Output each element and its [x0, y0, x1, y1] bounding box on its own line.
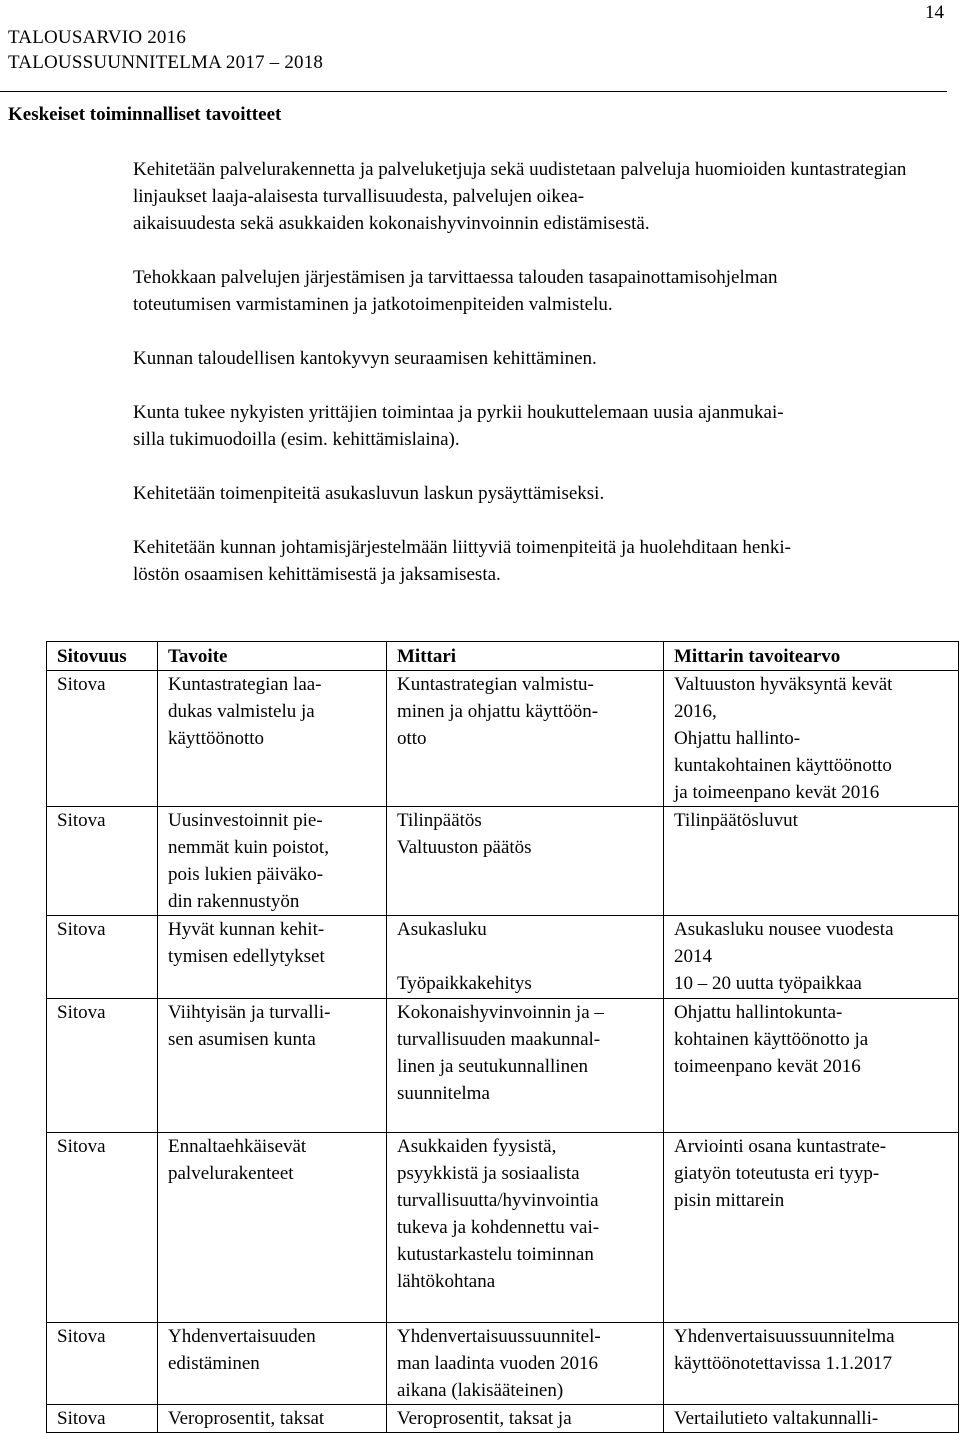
- paragraph: Kehitetään kunnan johtamisjärjestelmään liittyviä toimenpiteitä ja huolehditaan henki- löstön osaamisen kehittämisestä ja jaksamisesta.: [133, 537, 791, 585]
- column-header-sitovuus: Sitovuus: [47, 642, 158, 671]
- cell-mittari: Veroprosentit, taksat ja: [387, 1405, 664, 1433]
- paragraph: Kunnan taloudellisen kantokyvyn seuraamisen kehittäminen.: [133, 348, 597, 369]
- paragraph: Tehokkaan palvelujen järjestämisen ja tarvittaessa talouden tasapainottamisohjelman toteutumisen varmistaminen ja jatkotoimenpiteiden valmistelu.: [133, 267, 778, 315]
- cell-tavoite: Ennaltaehkäisevät palvelurakenteet: [158, 1133, 387, 1323]
- cell-tavoite: Kuntastrategian laa- dukas valmistelu ja käyttöönotto: [158, 671, 387, 807]
- cell-tavoitearvo: Vertailutieto valtakunnalli-: [664, 1405, 959, 1433]
- column-header-tavoitearvo: Mittarin tavoitearvo: [664, 642, 959, 671]
- column-header-mittari: Mittari: [387, 642, 664, 671]
- cell-tavoitearvo: Asukasluku nousee vuodesta 2014 10 – 20 uutta työpaikkaa: [664, 916, 959, 999]
- table-row: [47, 807, 959, 916]
- table-row: [47, 999, 959, 1133]
- table-row: [47, 671, 959, 807]
- page-number: 14: [925, 2, 944, 23]
- cell-tavoite: Veroprosentit, taksat: [158, 1405, 387, 1433]
- document-subtitle: TALOUSSUUNNITELMA 2017 – 2018: [8, 52, 324, 73]
- cell-tavoite: Yhdenvertaisuuden edistäminen: [158, 1323, 387, 1405]
- section-heading: Keskeiset toiminnalliset tavoitteet: [8, 104, 282, 125]
- cell-tavoite: Hyvät kunnan kehit- tymisen edellytykset: [158, 916, 387, 999]
- cell-tavoitearvo: Arviointi osana kuntastrate- giatyön toteutusta eri tyyp- pisin mittarein: [664, 1133, 959, 1323]
- header-divider: [0, 91, 947, 92]
- column-header-tavoite: Tavoite: [158, 642, 387, 671]
- cell-sitovuus: Sitova: [47, 999, 158, 1133]
- table-row: [47, 916, 959, 999]
- cell-tavoitearvo: Ohjattu hallintokunta- kohtainen käyttöönotto ja toimeenpano kevät 2016: [664, 999, 959, 1133]
- paragraph: Kehitetään palvelurakennetta ja palveluketjuja sekä uudistetaan palveluja huomioiden kuntastrategian linjaukset laaja-alaisesta turvallisuudesta, palvelujen oikea- aikaisuudesta sekä asukkaiden kokonaishyvinvoinnin edistämisestä.: [133, 159, 907, 234]
- cell-sitovuus: Sitova: [47, 1405, 158, 1433]
- cell-sitovuus: Sitova: [47, 671, 158, 807]
- cell-tavoite: Viihtyisän ja turvalli- sen asumisen kunta: [158, 999, 387, 1133]
- table-row: [47, 1323, 959, 1405]
- cell-sitovuus: Sitova: [47, 1133, 158, 1323]
- cell-sitovuus: Sitova: [47, 1323, 158, 1405]
- paragraph: Kunta tukee nykyisten yrittäjien toimintaa ja pyrkii houkuttelemaan uusia ajanmukai- silla tukimuodoilla (esim. kehittämislaina).: [133, 402, 784, 450]
- cell-sitovuus: Sitova: [47, 916, 158, 999]
- goals-table: [46, 641, 959, 1433]
- cell-mittari: Kokonaishyvinvoinnin ja – turvallisuuden maakunnal- linen ja seutukunnallinen suunnitelma: [387, 999, 664, 1133]
- table-row: [47, 1405, 959, 1433]
- paragraph: Kehitetään toimenpiteitä asukasluvun laskun pysäyttämiseksi.: [133, 483, 605, 504]
- table-header-row: [47, 642, 959, 671]
- document-title: TALOUSARVIO 2016: [8, 27, 187, 48]
- cell-tavoitearvo: Valtuuston hyväksyntä kevät 2016, Ohjattu hallinto- kuntakohtainen käyttöönotto ja toimeenpano kevät 2016: [664, 671, 959, 807]
- cell-tavoite: Uusinvestoinnit pie- nemmät kuin poistot, pois lukien päiväko- din rakennustyön: [158, 807, 387, 916]
- cell-sitovuus: Sitova: [47, 807, 158, 916]
- cell-mittari: Yhdenvertaisuussuunnitel- man laadinta vuoden 2016 aikana (lakisääteinen): [387, 1323, 664, 1405]
- cell-mittari: Tilinpäätös Valtuuston päätös: [387, 807, 664, 916]
- cell-tavoitearvo: Yhdenvertaisuussuunnitelma käyttöönotettavissa 1.1.2017: [664, 1323, 959, 1405]
- table-row: [47, 1133, 959, 1323]
- cell-mittari: Kuntastrategian valmistu- minen ja ohjattu käyttöön- otto: [387, 671, 664, 807]
- cell-mittari: Asukasluku Työpaikkakehitys: [387, 916, 664, 999]
- cell-mittari: Asukkaiden fyysistä, psyykkistä ja sosiaalista turvallisuutta/hyvinvointia tukeva ja kohdennettu vai- kutustarkastelu toiminnan lähtökohtana: [387, 1133, 664, 1323]
- cell-tavoitearvo: Tilinpäätösluvut: [664, 807, 959, 916]
